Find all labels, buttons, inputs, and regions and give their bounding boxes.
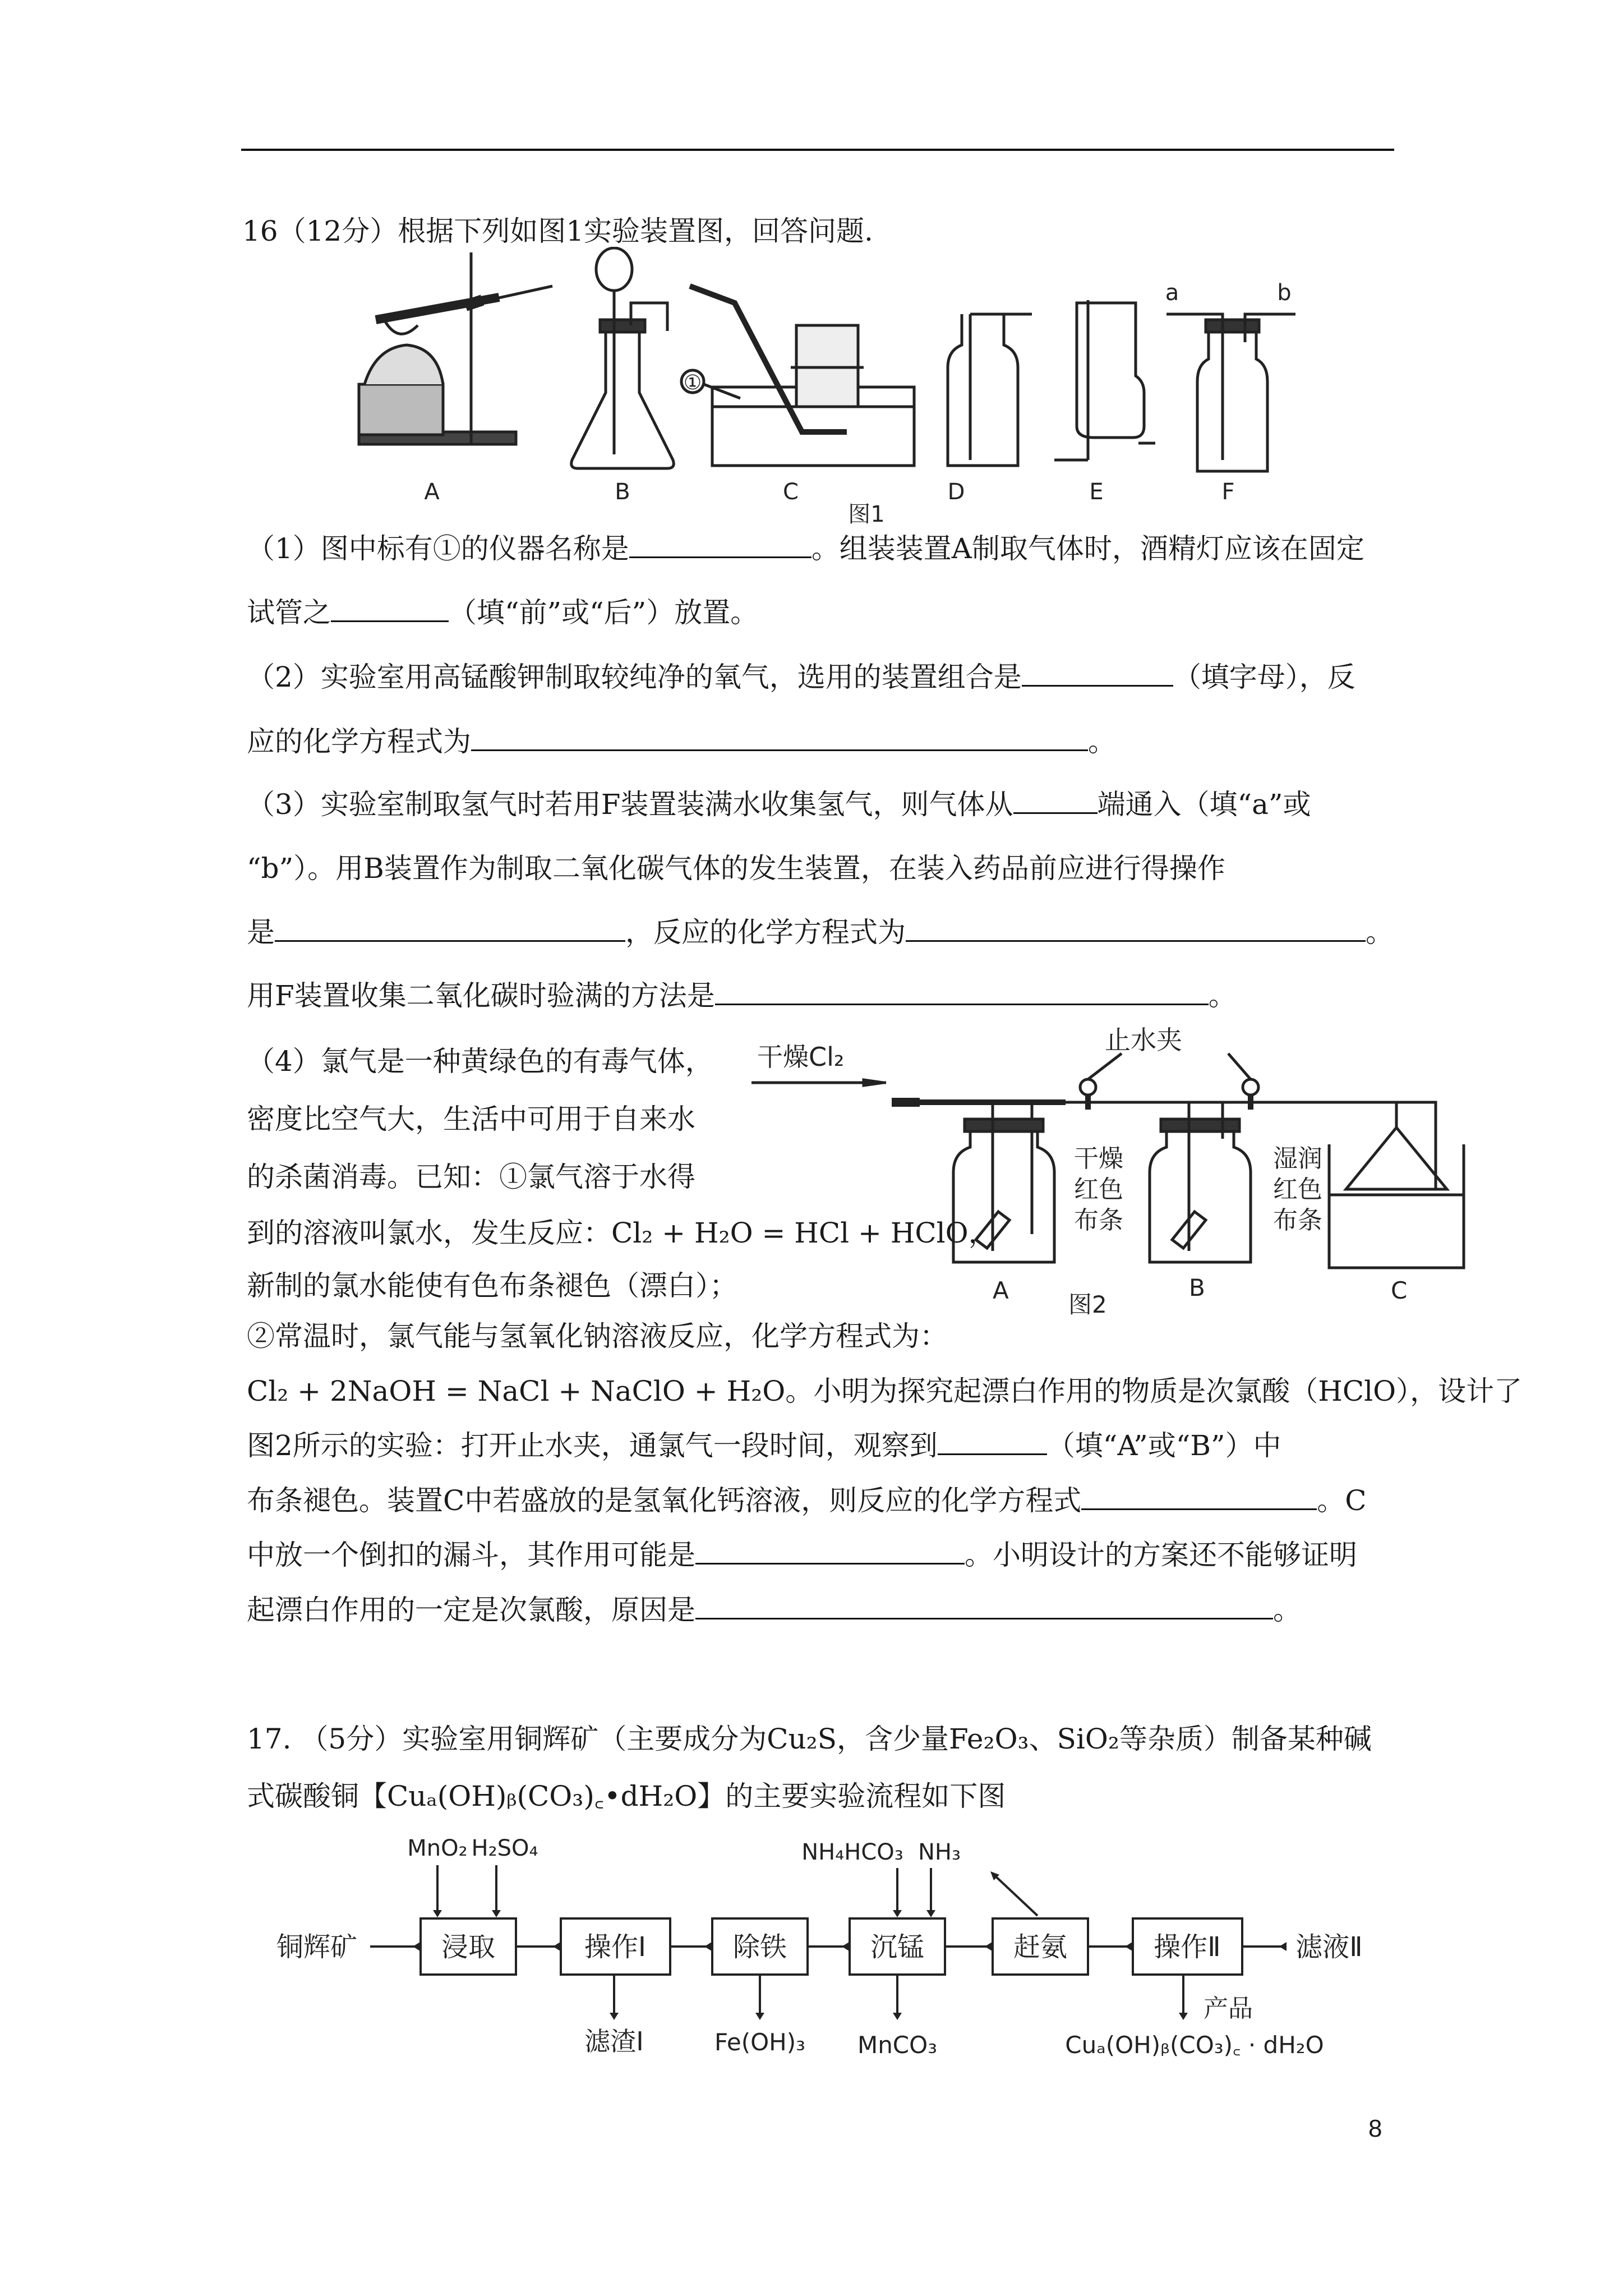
flow-byproduct-feoh3: Fe(OH)₃ bbox=[714, 2028, 805, 2056]
figure-1-apparatus bbox=[353, 247, 1363, 527]
flow-reagent-nh3: NH₃ bbox=[917, 1839, 961, 1865]
q16-p4-line10: 中放一个倒扣的漏斗，其作用可能是 。小明设计的方案还不能够证明 bbox=[247, 1539, 1357, 1571]
q16-p3-line3: 是 ，反应的化学方程式为 。 bbox=[247, 916, 1394, 949]
flow-reagent-mno2: MnO₂ bbox=[407, 1835, 468, 1861]
fig2-dry-2: 红色 bbox=[1074, 1175, 1123, 1204]
fig2-dry-3: 布条 bbox=[1074, 1206, 1123, 1235]
flow-byproduct-mnco3: MnCO₃ bbox=[857, 2031, 938, 2059]
answer-blank[interactable] bbox=[629, 532, 811, 558]
answer-blank[interactable] bbox=[331, 596, 449, 622]
page-number: 8 bbox=[1368, 2115, 1382, 2142]
answer-blank[interactable] bbox=[695, 1538, 965, 1565]
fig1-caption: 图1 bbox=[848, 501, 885, 527]
q17-flowchart bbox=[264, 1823, 1385, 2092]
fig2-caption: 图2 bbox=[1068, 1291, 1107, 1318]
flow-output: 滤液Ⅱ bbox=[1295, 1931, 1363, 1963]
clamp-2 bbox=[1243, 1079, 1258, 1095]
fig1-port-a: a bbox=[1165, 280, 1179, 306]
fig1-label-b: B bbox=[615, 479, 630, 505]
fig2-wet-1: 湿润 bbox=[1273, 1144, 1322, 1173]
flow-step-op2: 操作Ⅱ bbox=[1154, 1931, 1221, 1963]
q16-p4-line1: （4）氯气是一种黄绿色的有毒气体， bbox=[247, 1045, 713, 1078]
q16-p4-line7: Cl₂ + 2NaOH = NaCl + NaClO + H₂O。小明为探究起漂白作用的物质是次氯酸（HClO），设计了 bbox=[247, 1375, 1523, 1407]
q16-p4-line4: 到的溶液叫氯水，发生反应：Cl₂ + H₂O = HCl + HClO， bbox=[247, 1217, 997, 1249]
header-rule bbox=[241, 149, 1394, 151]
fig2-label-a: A bbox=[993, 1277, 1009, 1304]
q16-p4-line8: 图2所示的实验：打开止水夹，通氯气一段时间，观察到 （填“A”或“B”）中 bbox=[247, 1429, 1281, 1462]
q16-p2-line2: 应的化学方程式为 。 bbox=[247, 725, 1116, 758]
clamp-1 bbox=[1080, 1079, 1096, 1095]
q16-title: 16（12分）根据下列如图1实验装置图，回答问题. bbox=[242, 215, 873, 247]
fig1-circle-label: ① bbox=[683, 371, 702, 394]
fig2-inlet: 干燥Cl₂ bbox=[757, 1042, 845, 1072]
flow-reagent-nh4hco3: NH₄HCO₃ bbox=[801, 1839, 903, 1865]
fig2-label-c: C bbox=[1391, 1277, 1408, 1304]
fig1-label-e: E bbox=[1089, 479, 1104, 505]
flow-step-nh3: 赶氨 bbox=[1013, 1931, 1068, 1963]
answer-blank[interactable] bbox=[906, 915, 1366, 942]
fig2-clamp: 止水夹 bbox=[1105, 1027, 1182, 1055]
flow-step-op1: 操作Ⅰ bbox=[584, 1931, 647, 1963]
answer-blank[interactable] bbox=[715, 979, 1209, 1005]
q16-p1-line2: 试管之 （填“前”或“后”）放置。 bbox=[247, 596, 759, 629]
answer-blank[interactable] bbox=[471, 725, 1088, 751]
fig1-label-d: D bbox=[947, 479, 965, 505]
flow-reagent-h2so4: H₂SO₄ bbox=[471, 1835, 538, 1861]
answer-blank[interactable] bbox=[1022, 660, 1173, 687]
q16-p4-line5: 新制的氯水能使有色布条褪色（漂白）； bbox=[247, 1269, 737, 1302]
q16-p4-line3: 的杀菌消毒。已知：①氯气溶于水得 bbox=[247, 1161, 695, 1193]
flow-step-mn: 沉锰 bbox=[870, 1931, 925, 1963]
answer-blank[interactable] bbox=[1013, 788, 1098, 814]
fig2-wet-2: 红色 bbox=[1273, 1175, 1322, 1204]
flow-step-leach: 浸取 bbox=[441, 1931, 496, 1963]
q16-p3-line4: 用F装置收集二氧化碳时验满的方法是 。 bbox=[247, 979, 1237, 1012]
fig1-label-f: F bbox=[1221, 479, 1235, 505]
q16-p4-line11: 起漂白作用的一定是次氯酸，原因是 。 bbox=[247, 1594, 1301, 1626]
fig2-label-b: B bbox=[1189, 1274, 1205, 1301]
answer-blank[interactable] bbox=[1081, 1484, 1317, 1510]
q16-p4-line6: ②常温时，氯气能与氢氧化钠溶液反应，化学方程式为： bbox=[247, 1320, 948, 1352]
flow-input: 铜辉矿 bbox=[276, 1931, 358, 1963]
flow-product-formula: Cuₐ(OH)ᵦ(CO₃)꜀ · dH₂O bbox=[1065, 2031, 1324, 2059]
answer-blank[interactable] bbox=[275, 915, 625, 942]
q16-p3-line1: （3）实验室制取氢气时若用F装置装满水收集氢气，则气体从 端通入（填“a”或 bbox=[247, 788, 1311, 821]
figure-2-apparatus bbox=[751, 1027, 1469, 1318]
fig1-label-c: C bbox=[783, 479, 799, 505]
q16-p4-line2: 密度比空气大，生活中可用于自来水 bbox=[247, 1103, 695, 1135]
fig2-wet-3: 布条 bbox=[1273, 1206, 1322, 1235]
q17-line1: 17. （5分）实验室用铜辉矿（主要成分为Cu₂S，含少量Fe₂O₃、SiO₂等杂质）制备某种碱 bbox=[247, 1723, 1372, 1755]
flow-step-iron: 除铁 bbox=[732, 1931, 787, 1963]
q16-p2-line1: （2）实验室用高锰酸钾制取较纯净的氧气，选用的装置组合是 （填字母），反 bbox=[247, 661, 1355, 693]
fig1-port-b: b bbox=[1277, 280, 1292, 306]
q16-p3-line2: “b”）。用B装置作为制取二氧化碳气体的发生装置，在装入药品前应进行得操作 bbox=[247, 852, 1225, 885]
fig2-dry-1: 干燥 bbox=[1074, 1144, 1123, 1173]
q16-p4-line9: 布条褪色。装置C中若盛放的是氢氧化钙溶液，则反应的化学方程式 。C bbox=[247, 1484, 1367, 1517]
answer-blank[interactable] bbox=[695, 1593, 1273, 1619]
fig1-label-a: A bbox=[424, 479, 440, 505]
flow-byproduct-residue: 滤渣Ⅰ bbox=[584, 2026, 644, 2056]
flow-product-label: 产品 bbox=[1204, 1994, 1253, 2023]
q17-line2: 式碳酸铜【Cuₐ(OH)ᵦ(CO₃)꜀•dH₂O】的主要实验流程如下图 bbox=[247, 1780, 1006, 1812]
q16-p1-line1: （1）图中标有①的仪器名称是 。组装装置A制取气体时，酒精灯应该在固定 bbox=[247, 532, 1364, 565]
answer-blank[interactable] bbox=[938, 1429, 1047, 1455]
